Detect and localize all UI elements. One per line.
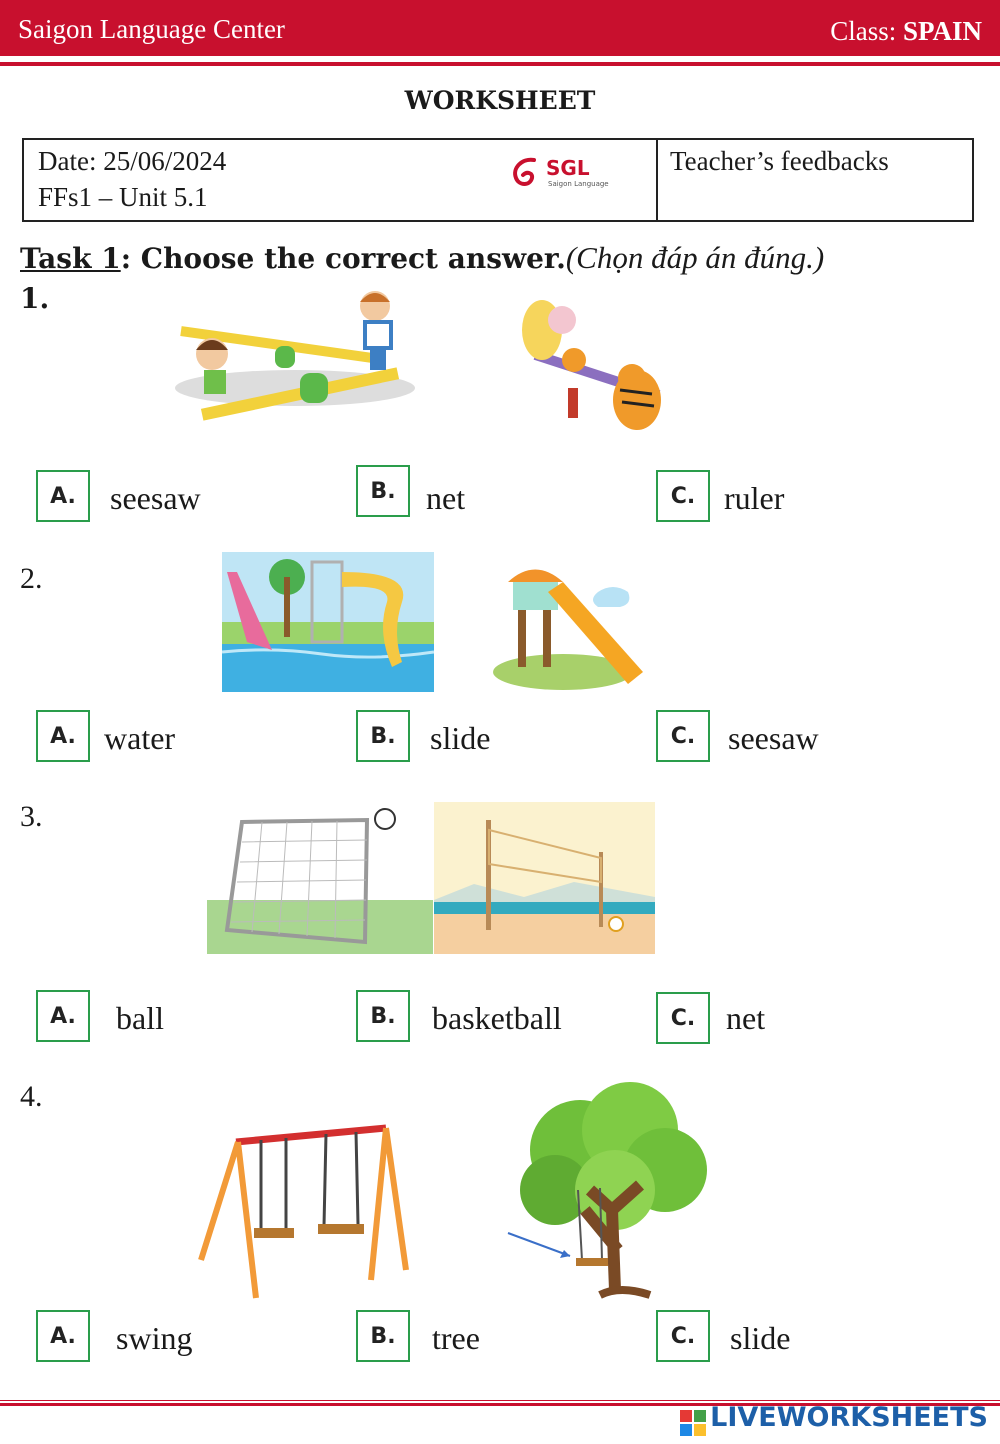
option-c-text[interactable]: net [726,1000,766,1036]
option-a-box[interactable]: A. [36,1310,90,1362]
seesaw-cartoon-picture [512,290,672,440]
option-c-box[interactable]: C. [656,470,710,522]
teacher-feedback-label: Teacher’s feedbacks [670,146,889,176]
footer-divider-thin [0,1400,1000,1401]
task-translation: (Chọn đáp án đúng.) [565,240,825,275]
liveworksheets-brand[interactable]: LIVEWORKSHEETS [710,1402,988,1433]
soccer-goal-net-picture [207,802,433,954]
info-divider [656,140,658,220]
option-c-text[interactable]: seesaw [728,720,819,756]
header-bar [0,0,1000,56]
sgl-logo-icon [508,156,544,190]
question-number: 4. [20,1080,43,1113]
option-c-box[interactable]: C. [656,1310,710,1362]
option-b-text[interactable]: basketball [432,1000,562,1036]
option-b-text[interactable]: tree [432,1320,480,1356]
worksheet-title: WORKSHEET [404,86,596,115]
question-number: 3. [20,800,43,833]
option-b-text[interactable]: slide [430,720,491,756]
date-text: Date: 25/06/2024 [38,146,227,176]
option-a-text[interactable]: seesaw [110,480,201,516]
option-a-box[interactable]: A. [36,990,90,1042]
option-b-box[interactable]: B. [356,990,410,1042]
option-b-text[interactable]: net [426,480,466,516]
task-heading [20,240,824,276]
task-number: Task 1 [20,242,121,275]
header-divider [0,62,1000,66]
liveworksheets-logo-icon [680,1410,706,1436]
option-b-box[interactable]: B. [356,465,410,517]
option-a-box[interactable]: A. [36,470,90,522]
option-c-box[interactable]: C. [656,992,710,1044]
info-box [22,138,974,222]
question-number: 2. [20,562,43,595]
option-b-box[interactable]: B. [356,710,410,762]
option-a-box[interactable]: A. [36,710,90,762]
class-label: Class: SPAIN [830,16,982,46]
option-c-text[interactable]: slide [730,1320,791,1356]
option-b-box[interactable]: B. [356,1310,410,1362]
option-c-text[interactable]: ruler [724,480,785,516]
question-number: 1. [20,282,50,315]
option-a-text[interactable]: swing [116,1320,193,1356]
volleyball-net-picture [434,802,655,954]
sgl-logo: SGL Saigon Language [508,156,618,190]
seesaw-kids-picture [170,288,420,423]
playground-slide-picture [488,552,650,694]
class-value: SPAIN [902,16,982,46]
task-instruction: : Choose the correct answer. [120,242,566,275]
option-a-text[interactable]: ball [116,1000,164,1036]
unit-text: FFs1 – Unit 5.1 [38,182,208,212]
option-c-box[interactable]: C. [656,710,710,762]
option-a-text[interactable]: water [104,720,176,756]
tree-swing-picture [500,1080,720,1300]
water-slide-picture [222,552,434,692]
school-name: Saigon Language Center [18,14,285,44]
swing-set-picture [196,1120,416,1300]
